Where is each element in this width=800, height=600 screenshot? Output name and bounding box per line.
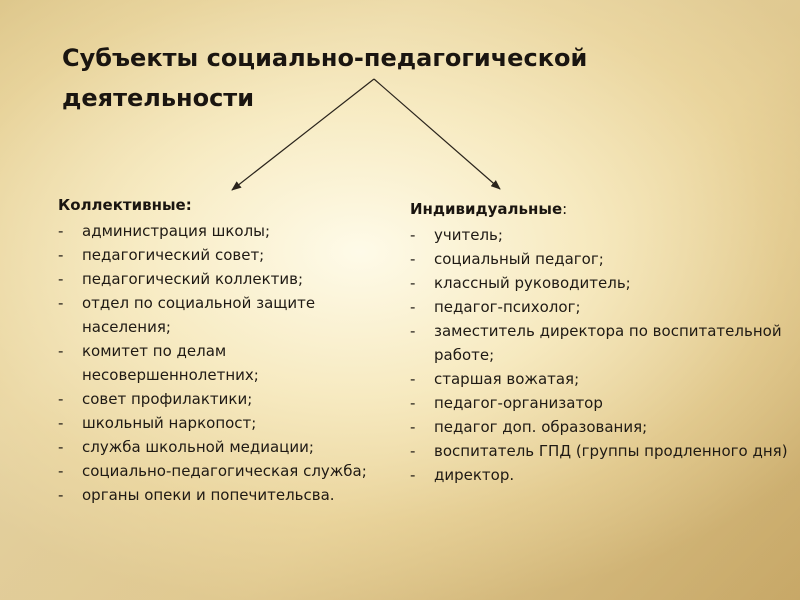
list-dash: - (58, 222, 64, 240)
list-item (58, 219, 388, 243)
list-item-text: совет профилактики; (82, 390, 253, 408)
list-item (410, 247, 795, 271)
list-item-text: педагог-организатор (434, 394, 603, 412)
list-dash: - (58, 342, 64, 360)
list-dash: - (58, 438, 64, 456)
list-item-text: педагог доп. образования; (434, 418, 648, 436)
list-item (58, 411, 388, 435)
list-item (410, 271, 795, 295)
list-dash: - (58, 294, 64, 312)
list-dash: - (58, 270, 64, 288)
list-dash: - (410, 466, 416, 484)
list-dash: - (410, 274, 416, 292)
list-item (410, 439, 795, 463)
list-item-text: педагогический совет; (82, 246, 265, 264)
list-item (410, 415, 795, 439)
list-item (58, 339, 388, 387)
list-item-text: директор. (434, 466, 515, 484)
list-item (58, 387, 388, 411)
list-dash: - (410, 394, 416, 412)
list-item-text: учитель; (434, 226, 503, 244)
list-dash: - (58, 246, 64, 264)
list-item (58, 435, 388, 459)
list-item-text: педагог-психолог; (434, 298, 581, 316)
list-item-text: комитет по делам несовершеннолетних; (82, 342, 259, 384)
diagram-title: Субъекты социально-педагогической деятельности (62, 44, 588, 112)
list-dash: - (410, 370, 416, 388)
list-item (410, 223, 795, 247)
list-item (410, 391, 795, 415)
collective-list (58, 219, 388, 507)
list-dash: - (410, 250, 416, 268)
list-item-text: социально-педагогическая служба; (82, 462, 367, 480)
list-dash: - (410, 442, 416, 460)
list-item-text: служба школьной медиации; (82, 438, 314, 456)
list-item-text: педагогический коллектив; (82, 270, 304, 288)
list-item-text: школьный наркопост; (82, 414, 257, 432)
list-dash: - (58, 390, 64, 408)
individual-heading: Индивидуальные: (410, 200, 568, 218)
list-item (410, 463, 795, 487)
list-dash: - (58, 462, 64, 480)
arrow-to-individual (374, 79, 500, 189)
list-item (58, 267, 388, 291)
list-dash: - (58, 414, 64, 432)
list-item-text: социальный педагог; (434, 250, 604, 268)
arrow-to-collective (232, 79, 374, 190)
list-item-text: органы опеки и попечительсва. (82, 486, 335, 504)
list-item-text: старшая вожатая; (434, 370, 580, 388)
list-item-text: отдел по социальной защите населения; (82, 294, 316, 336)
list-item (410, 367, 795, 391)
list-item-text: классный руководитель; (434, 274, 631, 292)
list-dash: - (410, 226, 416, 244)
list-dash: - (410, 418, 416, 436)
collective-heading: Коллективные: (58, 196, 192, 214)
list-item (58, 243, 388, 267)
individual-list (410, 223, 795, 487)
list-dash: - (410, 298, 416, 316)
list-item-text: заместитель директора по воспитательной работе; (434, 322, 782, 364)
list-dash: - (58, 486, 64, 504)
list-item-text: администрация школы; (82, 222, 271, 240)
list-item (410, 295, 795, 319)
list-dash: - (410, 322, 416, 340)
list-item (58, 483, 388, 507)
list-item (58, 459, 388, 483)
list-item (410, 319, 795, 367)
list-item (58, 291, 388, 339)
list-item-text: воспитатель ГПД (группы продленного дня) (434, 442, 788, 460)
